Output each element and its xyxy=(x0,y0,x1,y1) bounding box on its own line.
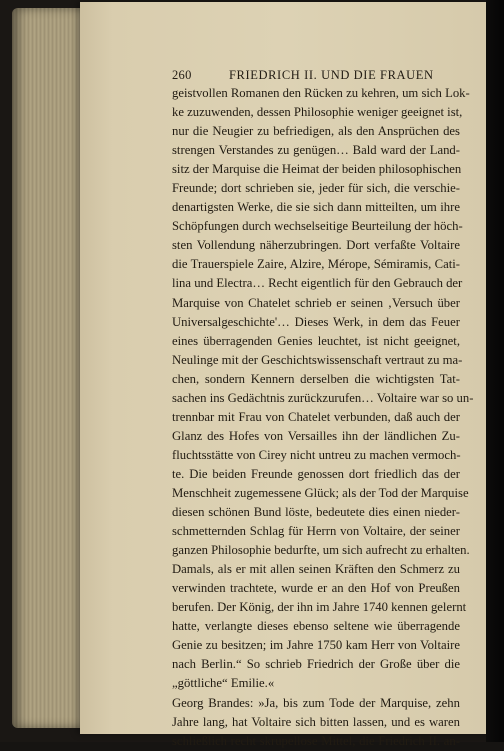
text-line: sachen ins Gedächtnis zurückzurufen… Voltaire war so un- xyxy=(172,390,474,405)
text-line: Georg Brandes: »Ja, bis zum Tode der Marquise, zehn xyxy=(172,695,460,710)
running-header xyxy=(172,68,472,84)
text-line: die Trauerspiele Zaire, Alzire, Mérope, Sémiramis, Cati- xyxy=(172,257,460,272)
book-page-edges xyxy=(12,8,88,728)
text-line: denartigsten Werke, die sie sich dann mitteilten, um ihre xyxy=(172,200,460,215)
text-line: trennbar mit Frau von Chatelet verbunden, daß auch der xyxy=(172,409,460,424)
text-line: „göttliche“ Emilie.« xyxy=(172,676,275,691)
text-line: nur die Neugier zu befriedigen, als den Ansprüchen des xyxy=(172,124,460,139)
text-line: chen, sondern Kennern derselben die wichtigsten Tat- xyxy=(172,371,460,386)
facing-page-shadow xyxy=(486,0,504,742)
text-line: Genie zu besitzen; im Jahre 1750 kam Herr von Voltaire xyxy=(172,638,460,653)
text-line: eines überragenden Genies leuchtet, ist nicht geeignet, xyxy=(172,333,460,348)
text-line: verwinden trachtete, wurde er an den Hof von Preußen xyxy=(172,581,460,596)
text-line: te. Die beiden Freunde genossen dort friedlich das der xyxy=(172,466,460,481)
text-line: Marquise von Chatelet schrieb er seinen ‚Versuch über xyxy=(172,295,460,310)
text-line: Jahre lang, hat Voltaire sich bitten lassen, und es waren xyxy=(172,714,460,729)
text-line: Neulinge mit der Geschichtswissenschaft vertraut zu ma- xyxy=(172,352,463,367)
text-line: Menschheit zugemessene Glück; als der Tod der Marquise xyxy=(172,485,469,500)
text-line: strengen Verstandes zu genügen… Bald ward der Land- xyxy=(172,143,460,158)
page-number: 260 xyxy=(172,68,192,82)
text-line: sitz der Marquise die Heimat der beiden philosophischen xyxy=(172,162,462,177)
text-line: nach Berlin.“ So schrieb Friedrich der Große über die xyxy=(172,657,460,672)
running-title: FRIEDRICH II. UND DIE FRAUEN xyxy=(229,68,434,82)
text-line: hatte, verlangte dieses ebenso seltene wie überragende xyxy=(172,619,460,634)
text-line: geistvollen Romanen den Rücken zu kehren, um sich Lok- xyxy=(172,86,470,100)
text-line: schließlich recht skrupellose Mittel, die Friedrich II. an- xyxy=(172,733,460,748)
text-line: Universalgeschichte'… Dieses Werk, in dem das Feuer xyxy=(172,314,460,329)
text-line: Freunde; dort schrieben sie, jeder für sich, die verschie- xyxy=(172,181,460,196)
text-line: Glanz des Hofes von Versailles ihn der ländlichen Zu- xyxy=(172,428,460,443)
text-line: diesen schönen Bund löste, bedeutete dies einen nieder- xyxy=(172,505,460,520)
text-line: fluchtsstätte von Cirey nicht untreu zu machen vermoch- xyxy=(172,447,461,462)
text-line: Schöpfungen durch wechselseitige Beurteilung der höch- xyxy=(172,219,463,234)
text-line: Damals, als er mit allen seinen Kräften den Schmerz zu xyxy=(172,562,460,577)
text-line: sten Vollendung näherzubringen. Dort verfaßte Voltaire xyxy=(172,238,460,253)
text-line: ke zuzuwenden, dessen Philosophie weniger geeignet ist, xyxy=(172,105,463,120)
text-line: schmetternden Schlag für Herrn von Voltaire, der seiner xyxy=(172,524,460,539)
text-line: berufen. Der König, der ihn im Jahre 1740 kennen gelernt xyxy=(172,600,467,615)
text-line: lina und Electra… Recht eigentlich für den Gebrauch der xyxy=(172,276,463,291)
body-text xyxy=(172,84,474,751)
text-line: ganzen Philosophie bedurfte, um sich aufrecht zu erhalten. xyxy=(172,543,470,558)
